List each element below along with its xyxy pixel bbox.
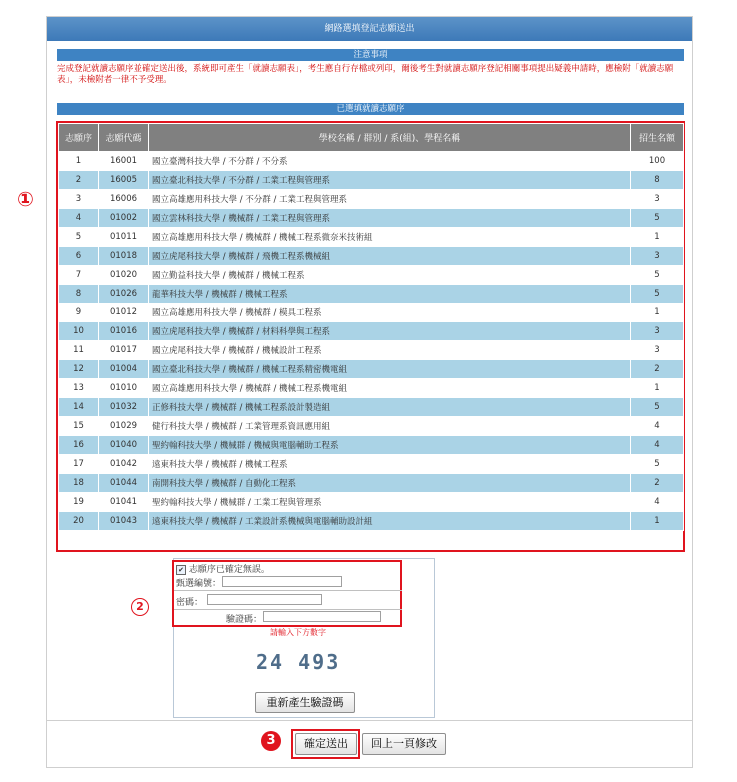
row-code: 01004 [99,360,149,379]
row-code: 16001 [99,152,149,171]
row-order: 6 [59,246,99,265]
row-code: 01040 [99,436,149,455]
row-code: 01018 [99,246,149,265]
row-order: 5 [59,227,99,246]
row-code: 01016 [99,322,149,341]
confirm-label: 志願序已確定無誤。 [188,565,270,575]
row-order: 9 [59,303,99,322]
table-row [59,208,684,227]
table-header-row [59,124,684,152]
choices-table-container [56,121,685,552]
row-code: 01029 [99,417,149,436]
row-school: 國立高雄應用科技大學 / 機械群 / 模具工程系 [149,303,631,322]
table-row [59,170,684,189]
row-quota: 4 [631,417,684,436]
row-order: 14 [59,398,99,417]
id-label: 甄選編號： [176,579,222,589]
row-school: 國立虎尾科技大學 / 機械群 / 材料科學與工程系 [149,322,631,341]
row-quota: 4 [631,436,684,455]
row-order: 20 [59,511,99,530]
row-code: 16006 [99,189,149,208]
row-order: 13 [59,379,99,398]
row-quota: 1 [631,511,684,530]
captcha-input[interactable] [263,611,381,622]
row-school: 聖約翰科技大學 / 機械群 / 工業工程與管理系 [149,492,631,511]
row-quota: 3 [631,189,684,208]
separator [174,609,402,610]
notice-header: 注意事項 [57,49,684,61]
row-order: 17 [59,455,99,474]
submit-button[interactable]: 確定送出 [295,733,357,755]
table-row [59,473,684,492]
row-order: 10 [59,322,99,341]
row-school: 正修科技大學 / 機械群 / 機械工程系設計製造組 [149,398,631,417]
table-row [59,284,684,303]
row-school: 遠東科技大學 / 機械群 / 工業設計系機械與電腦輔助設計組 [149,511,631,530]
row-order: 8 [59,284,99,303]
row-school: 國立臺北科技大學 / 機械群 / 機械工程系精密機電組 [149,360,631,379]
table-row [59,360,684,379]
table-row [59,189,684,208]
row-school: 南開科技大學 / 機械群 / 自動化工程系 [149,473,631,492]
confirm-row[interactable] [176,562,270,575]
row-order: 19 [59,492,99,511]
row-quota: 5 [631,455,684,474]
row-quota: 1 [631,227,684,246]
password-label: 密碼： [176,598,204,608]
row-code: 01043 [99,511,149,530]
row-quota: 5 [631,208,684,227]
row-quota: 1 [631,379,684,398]
separator [174,590,402,591]
row-quota: 2 [631,360,684,379]
row-school: 國立高雄應用科技大學 / 機械群 / 機械工程系微奈米技術組 [149,227,631,246]
row-code: 01012 [99,303,149,322]
table-row [59,436,684,455]
callout-2: 2 [131,598,149,616]
row-order: 18 [59,473,99,492]
row-order: 2 [59,170,99,189]
captcha-hint: 請輸入下方數字 [270,628,326,637]
row-order: 3 [59,189,99,208]
row-school: 國立高雄應用科技大學 / 不分群 / 工業工程與管理系 [149,189,631,208]
row-order: 4 [59,208,99,227]
row-code: 16005 [99,170,149,189]
table-row [59,322,684,341]
row-code: 01020 [99,265,149,284]
row-code: 01010 [99,379,149,398]
table-row [59,417,684,436]
row-order: 12 [59,360,99,379]
table-row [59,379,684,398]
row-code: 01017 [99,341,149,360]
captcha-image: 24 493 [256,650,341,674]
regenerate-captcha-button[interactable]: 重新產生驗證碼 [255,692,355,713]
row-school: 國立虎尾科技大學 / 機械群 / 機械設計工程系 [149,341,631,360]
row-quota: 100 [631,152,684,171]
divider [46,720,693,721]
row-quota: 3 [631,341,684,360]
row-code: 01044 [99,473,149,492]
table-row [59,511,684,530]
row-code: 01032 [99,398,149,417]
row-school: 龍華科技大學 / 機械群 / 機械工程系 [149,284,631,303]
id-input[interactable] [222,576,342,587]
row-code: 01011 [99,227,149,246]
row-code: 01002 [99,208,149,227]
table-row [59,152,684,171]
table-row [59,492,684,511]
row-order: 11 [59,341,99,360]
table-row [59,303,684,322]
table-row [59,398,684,417]
row-school: 國立臺灣科技大學 / 不分群 / 不分系 [149,152,631,171]
row-order: 16 [59,436,99,455]
row-order: 15 [59,417,99,436]
row-quota: 3 [631,322,684,341]
row-order: 1 [59,152,99,171]
window-title: 網路選填登記志願送出 [47,17,692,41]
col-code: 志願代碼 [99,124,149,152]
table-row [59,341,684,360]
callout-1: ① [17,187,34,211]
row-quota: 8 [631,170,684,189]
row-code: 01042 [99,455,149,474]
choices-table [58,123,684,531]
row-code: 01041 [99,492,149,511]
row-quota: 4 [631,492,684,511]
callout-3: 3 [261,731,281,751]
row-order: 7 [59,265,99,284]
table-row [59,265,684,284]
row-code: 01026 [99,284,149,303]
table-row [59,246,684,265]
table-row [59,455,684,474]
selected-header: 已選填就讀志願序 [57,103,684,115]
table-row [59,227,684,246]
row-quota: 5 [631,284,684,303]
notice-text: 完成登記就讀志願序並確定送出後，系統即可產生「就讀志願表」，考生應自行存檔或列印，爾後考生對就讀志願序登記相關事項提出疑義申請時，應檢附「就讀志願表」，未檢附者一律不予受理。 [57,64,674,85]
row-school: 聖約翰科技大學 / 機械群 / 機械與電腦輔助工程系 [149,436,631,455]
password-input[interactable] [207,594,322,605]
col-school: 學校名稱 / 群別 / 系(組)、學程名稱 [149,124,631,152]
row-school: 健行科技大學 / 機械群 / 工業管理系資訊應用組 [149,417,631,436]
back-button[interactable]: 回上一頁修改 [362,733,446,755]
row-school: 國立高雄應用科技大學 / 機械群 / 機械工程系機電組 [149,379,631,398]
row-quota: 5 [631,398,684,417]
captcha-label: 驗證碼： [226,615,263,625]
row-school: 國立虎尾科技大學 / 機械群 / 飛機工程系機械組 [149,246,631,265]
row-quota: 2 [631,473,684,492]
row-quota: 5 [631,265,684,284]
row-school: 國立勤益科技大學 / 機械群 / 機械工程系 [149,265,631,284]
row-quota: 1 [631,303,684,322]
col-quota: 招生名額 [631,124,684,152]
row-school: 國立雲林科技大學 / 機械群 / 工業工程與管理系 [149,208,631,227]
confirm-checkbox[interactable]: ✔ [176,565,186,575]
row-quota: 3 [631,246,684,265]
row-school: 遠東科技大學 / 機械群 / 機械工程系 [149,455,631,474]
row-school: 國立臺北科技大學 / 不分群 / 工業工程與管理系 [149,170,631,189]
col-order: 志願序 [59,124,99,152]
